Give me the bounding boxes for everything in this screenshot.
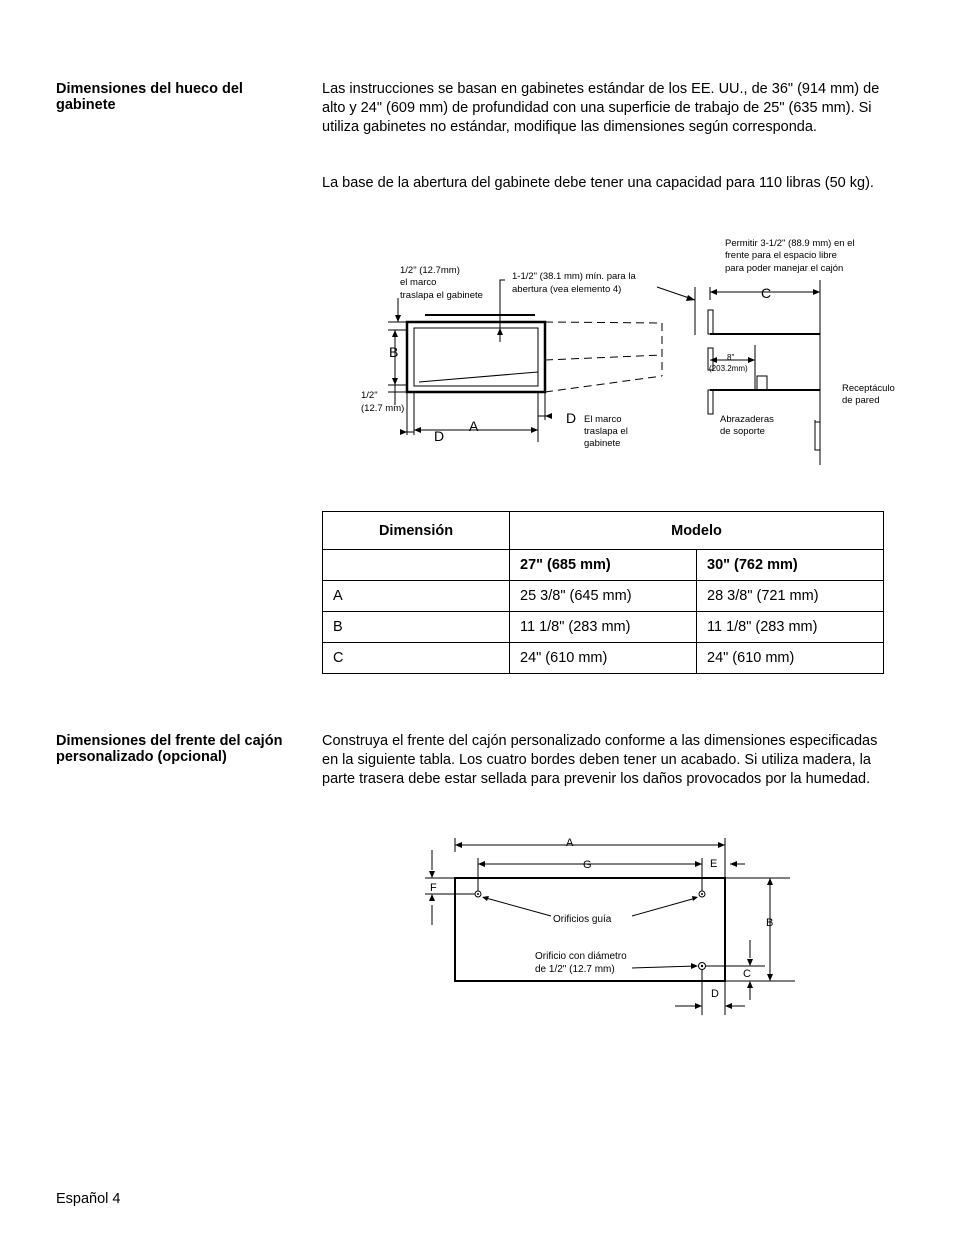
label-overlap-1: 1/2" (12.7mm): [400, 265, 460, 276]
label-min-opening-1: 1-1/2" (38.1 mm) mín. para la: [512, 271, 636, 282]
label-outlet-1: Receptáculo: [842, 383, 895, 394]
label-brackets-1: Abrazaderas: [720, 414, 774, 425]
label-hole-diameter-2: de 1/2" (12.7 mm): [535, 964, 615, 975]
label-overlap-2: el marco: [400, 277, 437, 288]
table-row: [323, 612, 884, 643]
label-brackets-2: de soporte: [720, 426, 765, 437]
table-cell-v27: 24" (610 mm): [510, 643, 697, 674]
label-permit-1: Permitir 3-1/2" (88.9 mm) en el: [725, 238, 855, 249]
label-hole-diameter-1: Orificio con diámetro: [535, 951, 627, 962]
paragraph-cabinet-standards: Las instrucciones se basan en gabinetes estándar de los EE. UU., de 36" (914 mm) de alto y 24" (609 mm) de profundidad con una superficie de trabajo de 25" (635 mm). Si utiliza gabinetes no estándar, modifique las dimensiones según corresponda.: [322, 81, 880, 135]
paragraph-weight-capacity: La base de la abertura del gabinete debe tener una capacidad para 110 libras (50 kg).: [322, 175, 874, 191]
dimension-table: [322, 511, 884, 674]
section-heading-drawer-front: Dimensiones del frente del cajón personalizado (opcional): [56, 733, 283, 765]
label-8in-2: (203.2mm): [709, 364, 748, 373]
table-cell-dim: C: [323, 643, 510, 674]
table-cell-dim: A: [323, 581, 510, 612]
label-drawer-b: B: [766, 917, 774, 929]
label-frame-3: gabinete: [584, 438, 621, 449]
table-header-model-30: 30" (762 mm): [697, 550, 884, 581]
table-empty-cell: [323, 550, 510, 581]
label-permit-2: frente para el espacio libre: [725, 250, 837, 261]
label-permit-3: para poder manejar el cajón: [725, 263, 844, 274]
label-frame-2: traslapa el: [584, 426, 628, 437]
table-header-model: Modelo: [510, 512, 884, 550]
label-dim-d-right: D: [566, 410, 577, 426]
label-dim-c: C: [761, 285, 772, 301]
paragraph-drawer-front: Construya el frente del cajón personalizado conforme a las dimensiones especificadas en la siguiente tabla. Los cuatro bordes deben tener un acabado. Si utiliza madera, la parte trasera debe estar sellada para prevenir los daños provocados por la humedad.: [322, 733, 878, 787]
page-footer: Español 4: [56, 1191, 121, 1207]
table-cell-v30: 11 1/8" (283 mm): [697, 612, 884, 643]
table-cell-dim: B: [323, 612, 510, 643]
label-drawer-d: D: [711, 988, 719, 1000]
label-min-opening-2: abertura (vea elemento 4): [512, 284, 622, 295]
label-drawer-a: A: [566, 837, 574, 849]
drawer-front-diagram: [420, 830, 810, 1015]
label-half-inch-2: (12.7 mm): [361, 403, 405, 414]
label-drawer-f: F: [430, 882, 437, 894]
table-cell-v30: 28 3/8" (721 mm): [697, 581, 884, 612]
table-cell-v27: 25 3/8" (645 mm): [510, 581, 697, 612]
section-heading-cabinet-opening: Dimensiones del hueco del gabinete: [56, 81, 243, 113]
table-row: [323, 581, 884, 612]
table-cell-v30: 24" (610 mm): [697, 643, 884, 674]
label-outlet-2: de pared: [842, 395, 880, 406]
table-cell-v27: 11 1/8" (283 mm): [510, 612, 697, 643]
table-header-model-27: 27" (685 mm): [510, 550, 697, 581]
label-drawer-e: E: [710, 858, 718, 870]
label-dim-d-left: D: [434, 428, 445, 444]
label-overlap-3: traslapa el gabinete: [400, 290, 483, 301]
cabinet-opening-diagram: [350, 230, 910, 475]
label-8in-1: 8": [727, 353, 735, 362]
table-header-dimension: Dimensión: [323, 512, 510, 550]
label-half-inch-1: 1/2": [361, 390, 378, 401]
label-frame-1: El marco: [584, 414, 622, 425]
label-dim-a: A: [469, 418, 479, 434]
label-dim-b: B: [389, 344, 399, 360]
label-drawer-g: G: [583, 859, 592, 871]
label-drawer-c: C: [743, 968, 751, 980]
label-guide-holes: Orificios guía: [553, 914, 612, 925]
table-row: [323, 643, 884, 674]
